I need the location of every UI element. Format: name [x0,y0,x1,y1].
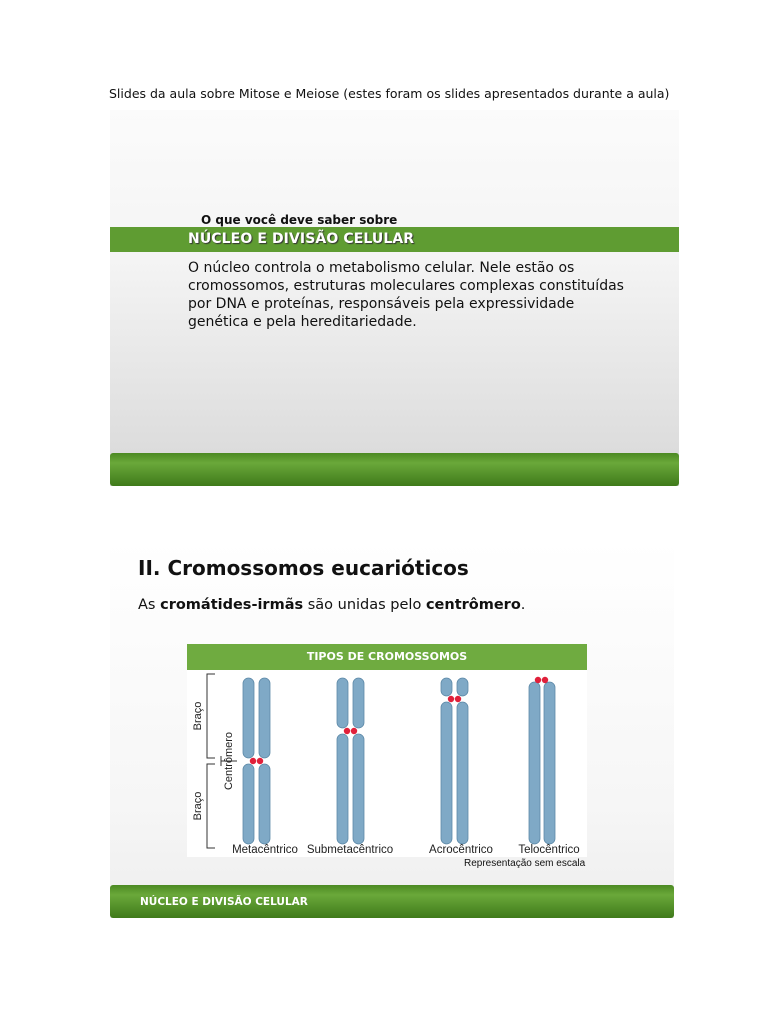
chromosome-acrocentric [441,678,468,844]
text-part: As [138,597,161,613]
slide-kicker: O que você deve saber sobre [201,213,398,227]
page-caption: Slides da aula sobre Mitose e Meiose (estes foram os slides apresentados durante a aula) [109,86,670,101]
arm-top-label: Braço [192,701,204,731]
slide-nucleus [110,110,679,486]
slide-footer-bar [110,453,679,486]
slide-body-text [138,597,525,613]
chromosome-types-figure [187,644,587,857]
type-label-telocentric: Telocêntrico [518,844,580,856]
slide-footer-bar [110,885,674,918]
chromosome-submetacentric [337,678,364,844]
term-centromere: centrômero [425,597,521,613]
centromere-label: Centrômero [223,731,235,791]
title-band [110,227,679,252]
term-sister-chromatids: cromátides-irmãs [160,597,304,613]
arm-top-bracket [207,674,215,758]
type-label-submetacentric: Submetacêntrico [306,844,394,856]
type-label-acrocentric: Acrocêntrico [429,844,493,856]
chromosome-telocentric [529,677,555,844]
type-label-metacentric: Metacêntrico [232,844,298,856]
footer-label: NÚCLEO E DIVISÃO CELULAR [140,896,308,908]
figure-note: Representação sem escala [464,858,586,869]
figure-header: TIPOS DE CROMOSSOMOS [187,644,587,670]
arm-bottom-label: Braço [192,791,204,821]
text-part: são unidas pelo [303,597,426,613]
slide-title: II. Cromossomos eucarióticos [138,556,469,580]
slide-title: NÚCLEO E DIVISÃO CELULAR [188,231,415,247]
chromosome-illustration [187,670,587,857]
slide-chromosomes [110,540,674,918]
arm-bottom-bracket [207,764,215,848]
chromosome-metacentric [243,678,270,844]
slide-body-text: O núcleo controla o metabolismo celular. Nele estão os cromossomos, estruturas moleculares complexas constituídas por DNA e proteínas, responsáveis pela expressividade genética e pela hereditariedade. [188,260,624,330]
text-part: . [520,597,526,613]
